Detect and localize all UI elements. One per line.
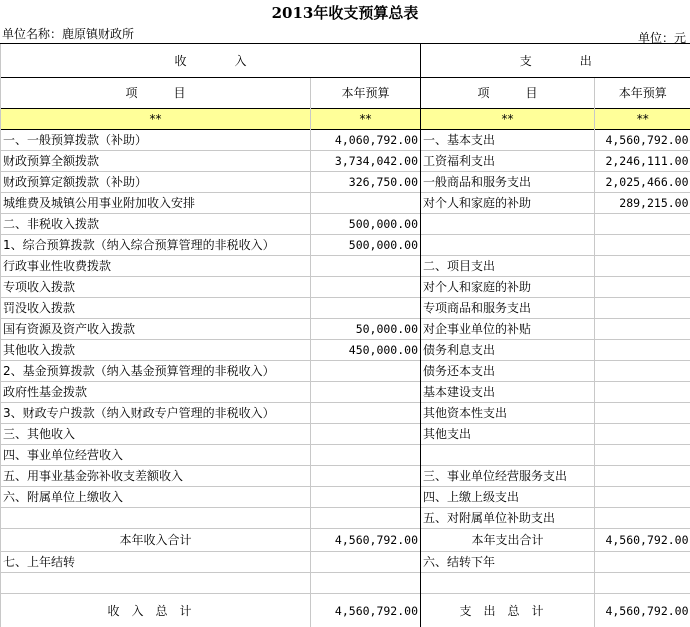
placeholder-cell: ** xyxy=(595,109,690,130)
income-budget-cell xyxy=(311,298,421,319)
income-item-cell: 行政事业性收费拨款 xyxy=(1,256,311,277)
income-budget-cell: 500,000.00 xyxy=(311,214,421,235)
income-item-cell xyxy=(1,508,311,529)
expense-item-cell: 五、对附属单位补助支出 xyxy=(421,508,595,529)
expense-item-cell: 其他资本性支出 xyxy=(421,403,595,424)
income-budget-cell xyxy=(311,487,421,508)
table-row xyxy=(1,508,690,529)
income-budget-header: 本年预算 xyxy=(311,78,421,109)
currency-unit-label: 单位：元 xyxy=(638,30,686,47)
income-budget-cell: 4,560,792.00 xyxy=(311,594,421,627)
expense-item-cell xyxy=(421,573,595,594)
income-budget-cell xyxy=(311,403,421,424)
placeholder-cell: ** xyxy=(1,109,311,130)
expense-budget-cell: 2,246,111.00 xyxy=(595,151,690,172)
table-row xyxy=(1,594,690,627)
income-budget-cell: 500,000.00 xyxy=(311,235,421,256)
expense-item-cell: 其他支出 xyxy=(421,424,595,445)
table-row xyxy=(1,445,690,466)
table-row xyxy=(1,151,690,172)
income-budget-cell xyxy=(311,466,421,487)
expense-budget-cell xyxy=(595,403,690,424)
expense-budget-cell xyxy=(595,340,690,361)
income-budget-cell xyxy=(311,382,421,403)
table-row xyxy=(1,340,690,361)
unit-info-row xyxy=(0,26,690,43)
placeholder-cell: ** xyxy=(421,109,595,130)
expense-item-cell: 对个人和家庭的补助 xyxy=(421,277,595,298)
column-header-row xyxy=(1,78,690,109)
expense-budget-cell xyxy=(595,214,690,235)
expense-budget-cell xyxy=(595,466,690,487)
income-item-cell: 其他收入拨款 xyxy=(1,340,311,361)
income-item-cell: 罚没收入拨款 xyxy=(1,298,311,319)
income-budget-cell xyxy=(311,193,421,214)
income-item-cell: 国有资源及资产收入拨款 xyxy=(1,319,311,340)
expense-budget-cell xyxy=(595,277,690,298)
income-item-cell: 政府性基金拨款 xyxy=(1,382,311,403)
income-budget-cell: 4,560,792.00 xyxy=(311,529,421,552)
expense-section-header: 支 出 xyxy=(421,44,690,78)
expense-budget-cell xyxy=(595,445,690,466)
expense-item-cell: 债务还本支出 xyxy=(421,361,595,382)
income-budget-cell: 326,750.00 xyxy=(311,172,421,193)
expense-item-cell: 工资福利支出 xyxy=(421,151,595,172)
expense-budget-header: 本年预算 xyxy=(595,78,690,109)
income-item-cell: 七、上年结转 xyxy=(1,552,311,573)
expense-item-cell: 对企事业单位的补贴 xyxy=(421,319,595,340)
expense-item-cell: 二、项目支出 xyxy=(421,256,595,277)
income-budget-cell xyxy=(311,361,421,382)
expense-item-cell: 债务利息支出 xyxy=(421,340,595,361)
expense-item-cell: 专项商品和服务支出 xyxy=(421,298,595,319)
expense-budget-cell xyxy=(595,298,690,319)
expense-item-cell xyxy=(421,235,595,256)
income-item-cell: 1、综合预算拨款（纳入综合预算管理的非税收入） xyxy=(1,235,311,256)
table-row xyxy=(1,298,690,319)
expense-budget-cell xyxy=(595,487,690,508)
expense-item-cell xyxy=(421,445,595,466)
table-row xyxy=(1,466,690,487)
table-row xyxy=(1,552,690,573)
income-budget-cell xyxy=(311,573,421,594)
expense-item-cell: 基本建设支出 xyxy=(421,382,595,403)
expense-budget-cell xyxy=(595,256,690,277)
expense-budget-cell: 4,560,792.00 xyxy=(595,130,690,151)
income-item-cell: 3、财政专户拨款（纳入财政专户管理的非税收入） xyxy=(1,403,311,424)
table-row xyxy=(1,403,690,424)
expense-item-cell: 一般商品和服务支出 xyxy=(421,172,595,193)
income-item-cell: 财政预算全额拨款 xyxy=(1,151,311,172)
expense-budget-cell xyxy=(595,382,690,403)
placeholder-cell: ** xyxy=(311,109,421,130)
expense-budget-cell xyxy=(595,552,690,573)
table-row xyxy=(1,172,690,193)
expense-item-cell xyxy=(421,214,595,235)
income-item-cell: 四、事业单位经营收入 xyxy=(1,445,311,466)
expense-item-cell: 三、事业单位经营服务支出 xyxy=(421,466,595,487)
income-budget-cell: 3,734,042.00 xyxy=(311,151,421,172)
expense-budget-cell xyxy=(595,361,690,382)
income-item-cell: 本年收入合计 xyxy=(1,529,311,552)
expense-item-header: 项 目 xyxy=(421,78,595,109)
expense-item-cell: 对个人和家庭的补助 xyxy=(421,193,595,214)
table-row xyxy=(1,277,690,298)
income-budget-cell: 50,000.00 xyxy=(311,319,421,340)
expense-item-cell: 六、结转下年 xyxy=(421,552,595,573)
table-row xyxy=(1,361,690,382)
expense-budget-cell xyxy=(595,319,690,340)
income-item-cell: 三、其他收入 xyxy=(1,424,311,445)
income-item-cell: 五、用事业基金弥补收支差额收入 xyxy=(1,466,311,487)
income-budget-cell xyxy=(311,256,421,277)
income-budget-cell xyxy=(311,277,421,298)
income-item-cell: 收入总计 xyxy=(1,594,311,627)
expense-budget-cell: 289,215.00 xyxy=(595,193,690,214)
table-row xyxy=(1,573,690,594)
income-budget-cell: 4,060,792.00 xyxy=(311,130,421,151)
income-item-cell xyxy=(1,573,311,594)
table-row xyxy=(1,193,690,214)
table-row xyxy=(1,382,690,403)
expense-budget-cell: 4,560,792.00 xyxy=(595,529,690,552)
expense-budget-cell xyxy=(595,508,690,529)
income-item-cell: 专项收入拨款 xyxy=(1,277,311,298)
table-row xyxy=(1,256,690,277)
expense-budget-cell: 4,560,792.00 xyxy=(595,594,690,627)
income-item-cell: 一、一般预算拨款（补助） xyxy=(1,130,311,151)
table-row xyxy=(1,214,690,235)
income-item-cell: 财政预算定额拨款（补助） xyxy=(1,172,311,193)
placeholder-row xyxy=(1,109,690,130)
table-row xyxy=(1,424,690,445)
income-item-cell: 城维费及城镇公用事业附加收入安排 xyxy=(1,193,311,214)
income-budget-cell: 450,000.00 xyxy=(311,340,421,361)
page-title: 2013年收支预算总表 xyxy=(0,0,690,26)
expense-item-cell: 一、基本支出 xyxy=(421,130,595,151)
expense-budget-cell: 2,025,466.00 xyxy=(595,172,690,193)
expense-item-cell: 本年支出合计 xyxy=(421,529,595,552)
section-header-row xyxy=(1,44,690,78)
expense-item-cell: 支出总计 xyxy=(421,594,595,627)
income-item-header: 项 目 xyxy=(1,78,311,109)
expense-budget-cell xyxy=(595,573,690,594)
expense-budget-cell xyxy=(595,235,690,256)
table-row xyxy=(1,235,690,256)
income-item-cell: 二、非税收入拨款 xyxy=(1,214,311,235)
unit-name-label: 单位名称：鹿原镇财政所 xyxy=(2,26,134,43)
expense-item-cell: 四、上缴上级支出 xyxy=(421,487,595,508)
table-row xyxy=(1,529,690,552)
expense-budget-cell xyxy=(595,424,690,445)
table-row xyxy=(1,130,690,151)
income-item-cell: 六、附属单位上缴收入 xyxy=(1,487,311,508)
income-budget-cell xyxy=(311,424,421,445)
income-budget-cell xyxy=(311,445,421,466)
income-budget-cell xyxy=(311,508,421,529)
income-section-header: 收 入 xyxy=(1,44,421,78)
table-row xyxy=(1,487,690,508)
table-row xyxy=(1,319,690,340)
income-item-cell: 2、基金预算拨款（纳入基金预算管理的非税收入） xyxy=(1,361,311,382)
income-budget-cell xyxy=(311,552,421,573)
budget-table xyxy=(0,43,690,627)
